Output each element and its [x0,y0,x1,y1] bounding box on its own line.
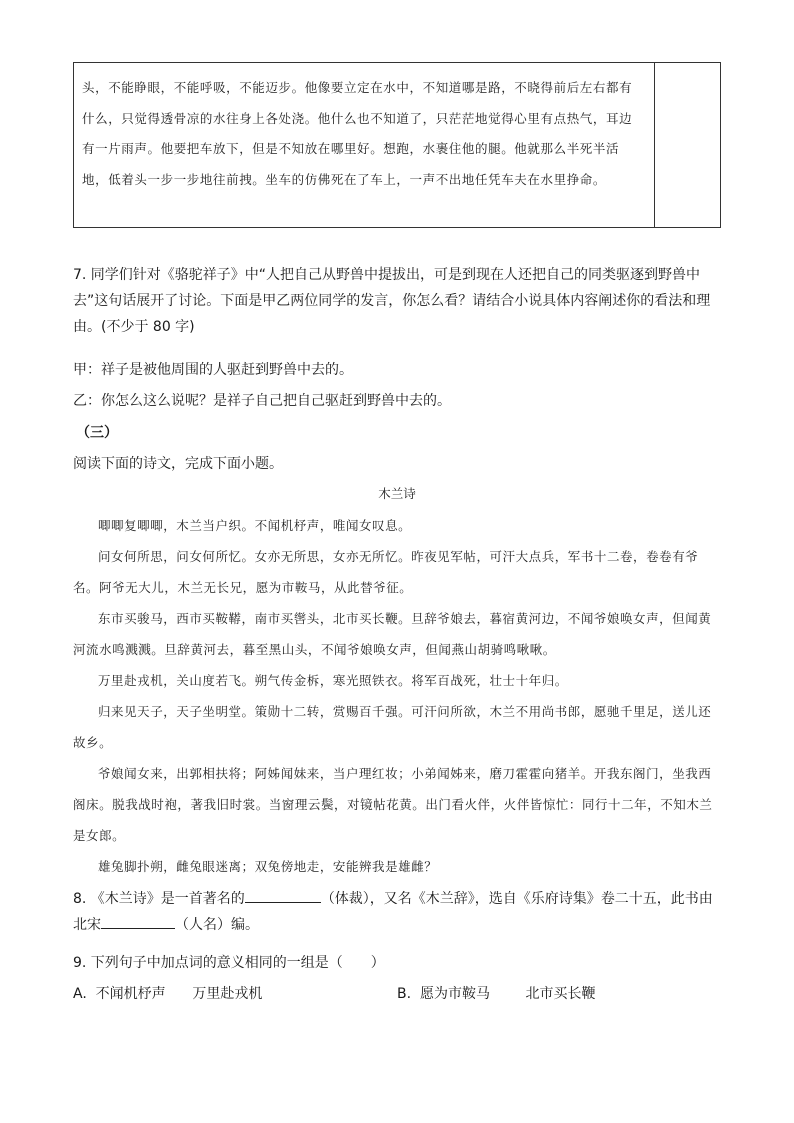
poem-paragraph: 万里赴戎机，关山度若飞。朔气传金柝，寒光照铁衣。将军百战死，壮士十年归。 [98,673,568,688]
poem-paragraph: 唧唧复唧唧，木兰当户织。不闻机杼声，唯闻女叹息。 [98,518,412,533]
passage-table [73,62,721,228]
passage-text-cell [74,63,655,227]
question-8-part-2: （体裁），又名《木兰辞》，选自《乐府诗集》卷二十五，此书由 [320,891,713,907]
passage-blank-cell [655,63,720,227]
question-7-line-2: 去”这句话展开了讨论。下面是甲乙两位同学的发言，你怎么看？请结合小说具体内容阐述你的看法和理 [73,293,711,309]
question-7-line-1: 7. 同学们针对《骆驼祥子》中“人把自己从野兽中提拔出，可是到现在人还把自己的同类驱逐到野兽中 [73,267,701,283]
poem-paragraph: 归来见天子，天子坐明堂。策勋十二转，赏赐百千强。可汗问所欲，木兰不用尚书郎，愿驰千里足，送儿还故乡。 [73,704,712,750]
question-8-part-4: （人名）编。 [175,917,259,933]
poem-paragraph: 雄兔脚扑朔，雌兔眼迷离；双兔傍地走，安能辨我是雄雌？ [98,859,438,874]
question-7-line-3: 由。(不少于 80 字) [73,319,195,335]
poem-paragraph: 爷娘闻女来，出郭相扶将；阿姊闻妹来，当户理红妆；小弟闻姊来，磨刀霍霍向猪羊。开我东阁门，坐我西阁床。脱我战时袍，著我旧时裳。当窗理云鬓，对镜帖花黄。出门看火伴，火伴皆惊忙：同行十二年，不知木兰是女郎。 [73,766,713,843]
option-b[interactable]: B. 愿为市鞍马 北市买长鞭 [397,986,596,1002]
question-8-part-1: 8. 《木兰诗》是一首著名的 [73,891,245,907]
poem-paragraph: 东市买骏马，西市买鞍鞯，南市买辔头，北市买长鞭。旦辞爷娘去，暮宿黄河边，不闻爷娘唤女声，但闻黄河流水鸣溅溅。旦辞黄河去，暮至黑山头，不闻爷娘唤女声，但闻燕山胡骑鸣啾啾。 [73,611,712,657]
question-8 [73,886,723,938]
poem-body [73,510,723,882]
option-a[interactable]: A. 不闻机杼声 万里赴戎机 [73,986,263,1002]
genre-answer-blank[interactable] [245,888,321,903]
question-9-stem: 9. 下列句子中加点词的意义相同的一组是（ ） [73,955,385,971]
passage-paragraph: 头，不能睁眼，不能呼吸，不能迈步。他像要立定在水中，不知道哪是路，不晓得前后左右都有什么，只觉得透骨凉的水往身上各处浇。他什么也不知道了，只茫茫地觉得心里有点热气，耳边有一片雨声。他要把车放下，但是不知放在哪里好。想跑，水裹住他的腿。他就那么半死半活地，低着头一步一步地往前拽。坐车的仿佛死在了车上，一声不出地任凭车夫在水里挣命。 [82,80,633,187]
section-instruction: 阅读下面的诗文，完成下面小题。 [73,456,283,472]
poem-title: 木兰诗 [378,486,416,501]
poem-paragraph: 问女何所思，问女何所忆。女亦无所思，女亦无所忆。昨夜见军帖，可汗大点兵，军书十二卷，卷卷有爷名。阿爷无大儿，木兰无长兄，愿为市鞍马，从此替爷征。 [73,549,699,595]
question-8-part-3: 北宋 [73,917,101,933]
speaker-jia: 甲：祥子是被他周围的人驱赶到野兽中去的。 [73,362,353,378]
question-7 [73,262,723,340]
section-number: （三） [76,425,118,441]
editor-answer-blank[interactable] [101,914,175,929]
speaker-yi: 乙：你怎么这么说呢？是祥子自己把自己驱赶到野兽中去的。 [73,393,451,409]
